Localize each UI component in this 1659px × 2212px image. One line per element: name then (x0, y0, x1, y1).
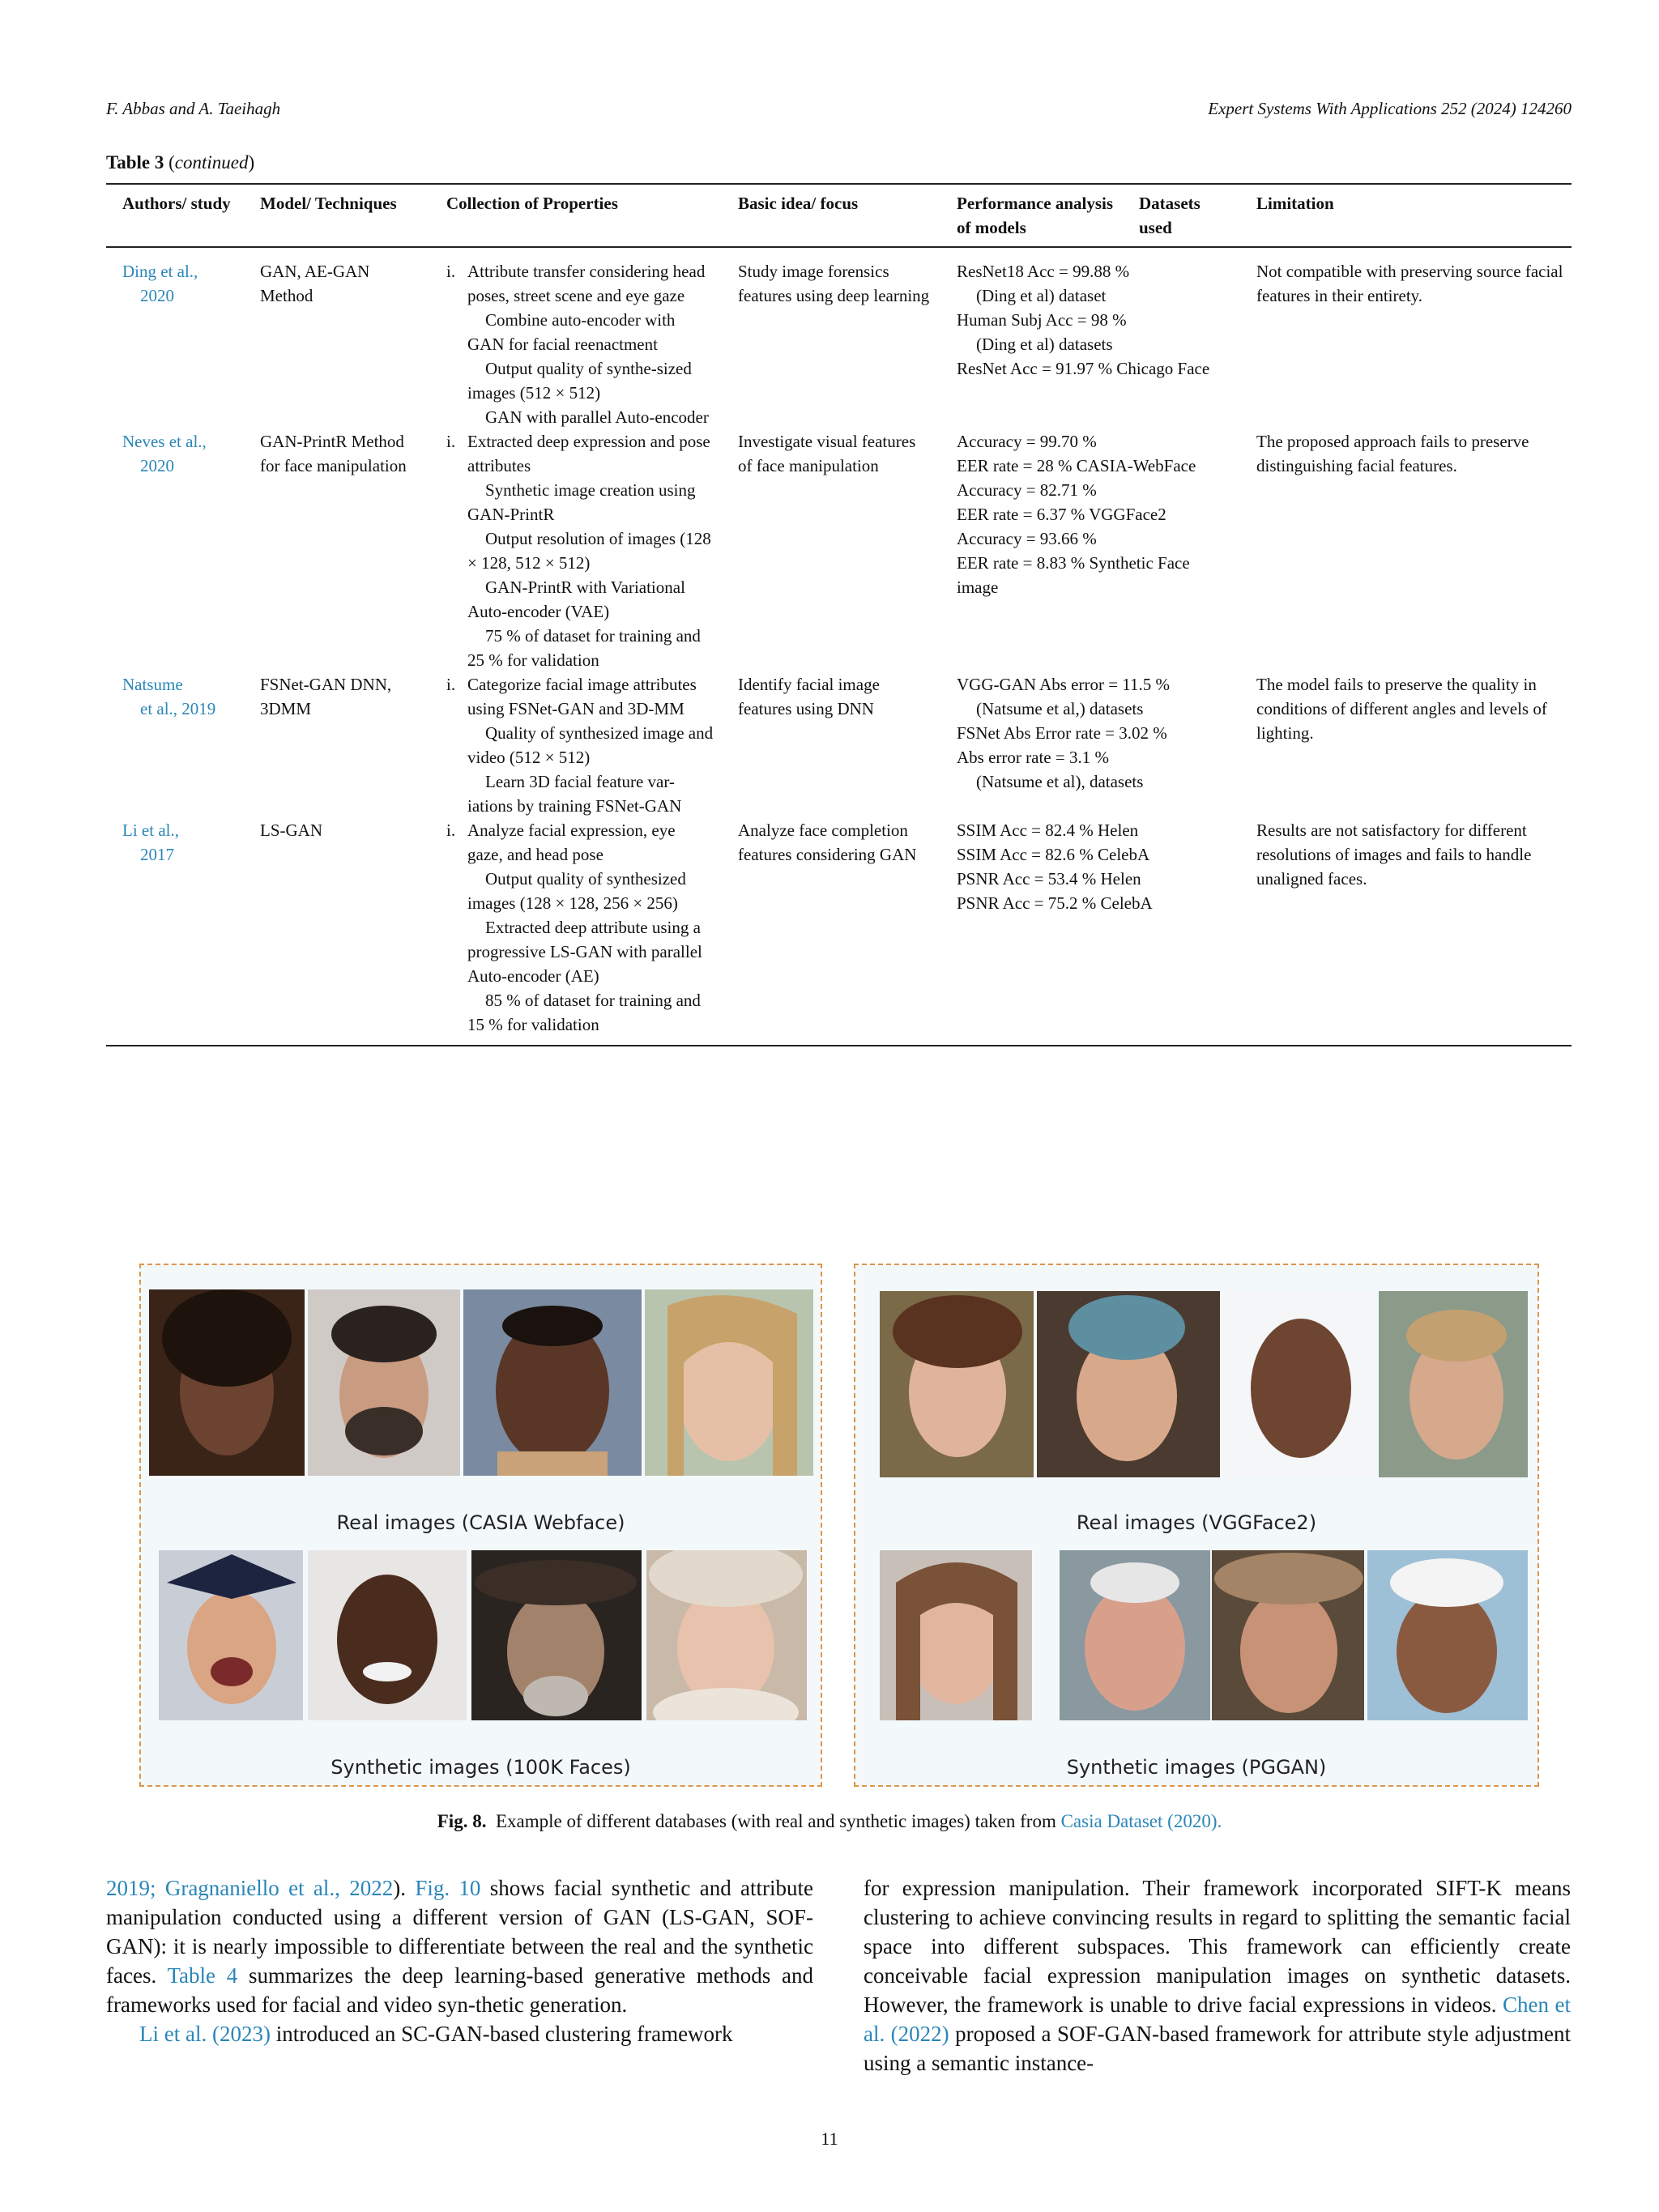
faces-100k-row (159, 1550, 807, 1720)
col-header-properties: Collection of Properties (430, 184, 722, 247)
panel-label-casia: Real images (CASIA Webface) (336, 1511, 625, 1534)
cell-model: LS-GAN (244, 818, 430, 1046)
figure-caption: Fig. 8. Example of different databases (with real and synthetic images) taken from Casia Dataset (2020). (437, 1811, 1222, 1831)
performance-line: ResNet Acc = 91.97 % Chicago Face (957, 359, 1210, 378)
property-item: Combine auto-encoder with GAN for facial reenactment (467, 310, 676, 354)
panel-label-100k: Synthetic images (100K Faces) (331, 1756, 631, 1779)
cell-model: GAN-PrintR Method for face manipulation (260, 432, 407, 475)
casia-dataset-link[interactable]: Casia Dataset (2020). (1060, 1811, 1222, 1831)
figure-8 (139, 1264, 1541, 1788)
col-header-performance: Performance analysis of models (940, 184, 1123, 247)
cell-idea: Study image forensics features using deep learning (738, 262, 930, 305)
page-number: 11 (821, 2129, 838, 2149)
performance-line: ResNet18 Acc = 99.88 % (957, 262, 1130, 281)
faces-vggface2-row (880, 1291, 1528, 1477)
performance-line: Abs error rate = 3.1 % (957, 748, 1109, 767)
col-header-authors: Authors/ study (106, 184, 244, 247)
property-item: Output resolution of images (128 × 128, 512 × 512) (467, 529, 711, 573)
running-header-journal: Expert Systems With Applications 252 (2024) 124260 (1208, 99, 1572, 118)
table-3 (106, 183, 1572, 1046)
cell-properties (430, 429, 722, 672)
panel-label-vggface2: Real images (VGGFace2) (1076, 1511, 1317, 1534)
performance-line: Accuracy = 99.70 % (957, 432, 1097, 451)
table-row (106, 672, 1572, 818)
performance-line: EER rate = 28 % CASIA-WebFace (957, 456, 1196, 475)
performance-line: FSNet Abs Error rate = 3.02 % (957, 723, 1167, 743)
property-item: 75 % of dataset for training and 25 % for validation (467, 626, 701, 670)
panel-casia-100k (139, 1264, 822, 1787)
panel-label-pggan: Synthetic images (PGGAN) (1066, 1756, 1327, 1779)
cell-author[interactable]: Ding et al., 2020 (122, 262, 198, 305)
col-header-idea: Basic idea/ focus (722, 184, 940, 247)
performance-line: Accuracy = 93.66 % (957, 529, 1097, 548)
performance-line: PSNR Acc = 75.2 % CelebA (957, 893, 1153, 913)
cell-performance (940, 247, 1240, 429)
cell-author[interactable]: Li et al., 2017 (106, 818, 244, 1046)
col-header-model: Model/ Techniques (244, 184, 430, 247)
performance-line: (Ding et al) dataset (976, 286, 1107, 305)
performance-line: Accuracy = 82.71 % (957, 480, 1097, 500)
performance-line: PSNR Acc = 53.4 % Helen (957, 869, 1141, 889)
cell-model: GAN, AE-GAN Method (260, 262, 370, 305)
running-header-authors: F. Abbas and A. Taeihagh (106, 99, 281, 118)
performance-line: EER rate = 6.37 % VGGFace2 (957, 505, 1166, 524)
property-item: GAN-PrintR with Variational Auto-encoder (VAE) (467, 578, 685, 621)
performance-line: VGG-GAN Abs error = 11.5 % (957, 675, 1171, 694)
cell-limitation: The model fails to preserve the quality in conditions of different angles and levels of lighting. (1256, 675, 1547, 743)
citation-link[interactable]: Chen et al. (2022) (864, 1993, 1571, 2046)
cell-performance (940, 818, 1240, 1046)
cell-performance (940, 429, 1240, 672)
body-column-right (864, 1873, 1571, 2078)
cell-idea: Investigate visual features of face manipulation (738, 432, 916, 475)
performance-line: Human Subj Acc = 98 % (957, 310, 1127, 330)
cell-model: FSNet-GAN DNN, 3DMM (260, 675, 392, 718)
cell-author[interactable]: Natsume et al., 2019 (122, 675, 216, 718)
table-4-link[interactable]: Table 4 (167, 1963, 238, 1988)
cell-properties (430, 818, 722, 1046)
col-header-limitation: Limitation (1240, 184, 1572, 247)
property-item: i. Extracted deep expression and pose attributes (446, 429, 714, 478)
cell-limitation: Results are not satisfactory for different resolutions of images and fails to handle unaligned faces. (1240, 818, 1572, 1046)
property-item: 85 % of dataset for training and 15 % for validation (467, 991, 701, 1034)
cell-performance (940, 672, 1240, 818)
performance-line: SSIM Acc = 82.4 % Helen (957, 820, 1139, 840)
property-item: i. Analyze facial expression, eye gaze, and head pose (446, 818, 714, 867)
performance-line: (Natsume et al), datasets (976, 772, 1144, 791)
paragraph: for expression manipulation. Their framework incorporated SIFT-K means clustering to achieve convincing results in regard to splitting the semantic facial space into different subspaces. This framework can efficiently create conceivable facial expression manipulation images on synthetic datasets. However, the framework is unable to drive facial expressions in videos. Chen et al. (2022) proposed a SOF-GAN-based framework for attribute style adjustment using a semantic instance- (864, 1876, 1571, 2075)
faces-pggan-row (880, 1550, 1528, 1720)
fig-10-link[interactable]: Fig. 10 (415, 1876, 481, 1900)
cell-idea: Identify facial image features using DNN (738, 675, 880, 718)
cell-properties (430, 672, 722, 818)
performance-line: EER rate = 8.83 % Synthetic Face image (957, 553, 1190, 597)
cell-properties (430, 247, 722, 429)
table-row (106, 429, 1572, 672)
panel-vggface2-pggan (854, 1264, 1539, 1787)
performance-line: (Natsume et al,) datasets (976, 699, 1144, 718)
table-caption: Table 3 (continued) (106, 152, 255, 173)
property-item: i. Categorize facial image attributes using FSNet-GAN and 3D-MM (446, 672, 714, 721)
property-item: Learn 3D facial feature var-iations by training FSNet-GAN (467, 772, 682, 816)
performance-line: (Ding et al) datasets (976, 335, 1113, 354)
cell-idea: Analyze face completion features considering GAN (722, 818, 940, 1046)
table-row (106, 247, 1572, 429)
property-item: Quality of synthesized image and video (512 × 512) (467, 723, 714, 767)
performance-line: SSIM Acc = 82.6 % CelebA (957, 845, 1150, 864)
property-item: Extracted deep attribute using a progressive LS-GAN with parallel Auto-encoder (AE) (467, 918, 702, 986)
property-item: GAN with parallel Auto-encoder (485, 407, 709, 427)
paragraph: 2019; Gragnaniello et al., 2022). Fig. 10 shows facial synthetic and attribute manipulation conducted using a different version of GAN (LS-GAN, SOF-GAN): it is nearly impossible to differentiate between the real and the synthetic faces. Table 4 summarizes the deep learning-based generative methods and frameworks used for facial and video syn-thetic generation. (106, 1876, 813, 2017)
col-header-datasets: Datasets used (1123, 184, 1240, 247)
table-row (106, 818, 1572, 1046)
property-item: i. Attribute transfer considering head poses, street scene and eye gaze (446, 259, 714, 308)
paragraph: Li et al. (2023) introduced an SC-GAN-based clustering framework (139, 2022, 733, 2046)
cell-limitation: The proposed approach fails to preserve distinguishing facial features. (1256, 432, 1529, 475)
cell-limitation: Not compatible with preserving source facial features in their entirety. (1256, 262, 1563, 305)
citation-link[interactable]: Li et al. (2023) (139, 2022, 271, 2046)
body-column-left (106, 1873, 813, 2048)
property-item: Synthetic image creation using GAN-PrintR (467, 480, 696, 524)
property-item: Output quality of synthe-sized images (512 × 512) (467, 359, 692, 403)
faces-casia-row (149, 1289, 813, 1476)
cell-author[interactable]: Neves et al., 2020 (122, 432, 207, 475)
property-item: Output quality of synthesized images (128 × 128, 256 × 256) (467, 869, 686, 913)
citation-link[interactable]: 2019; Gragnaniello et al., 2022 (106, 1876, 394, 1900)
